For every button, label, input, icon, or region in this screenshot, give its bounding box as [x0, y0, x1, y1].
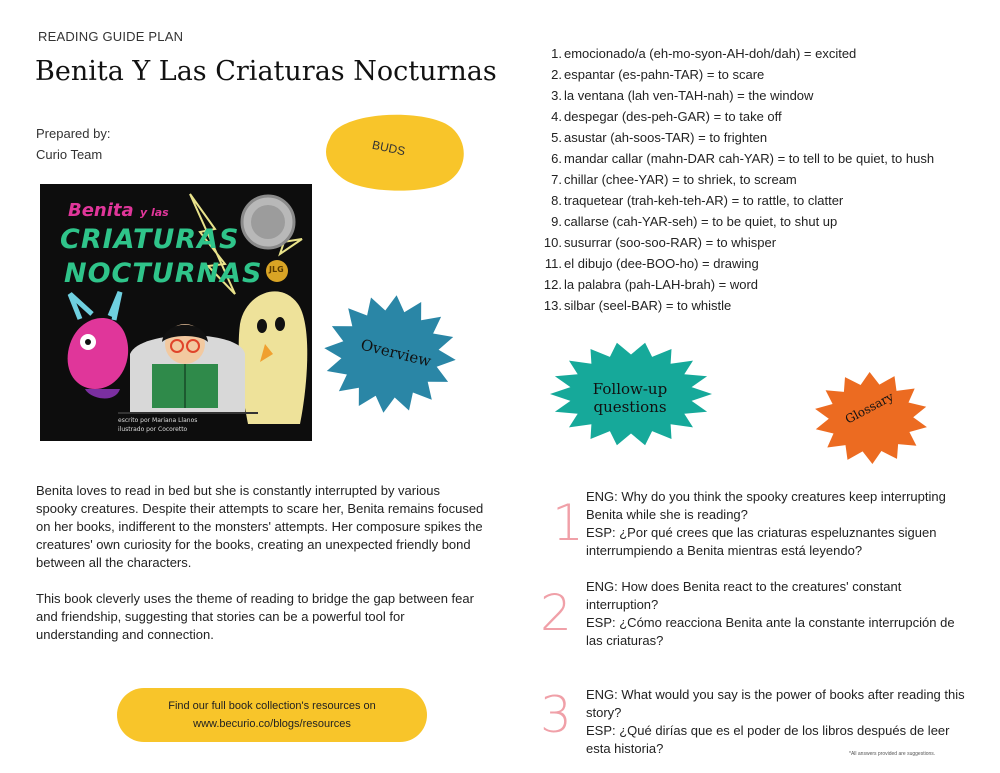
- glossary-item-text: chillar (chee-YAR) = to shriek, to scream: [564, 172, 797, 187]
- glossary-list: [540, 43, 980, 316]
- overview-paragraph-2: This book cleverly uses the theme of reading to bridge the gap between fear and friendship, suggesting that stories can be a powerful tool for understanding and connection.: [36, 591, 474, 642]
- question-3: [586, 686, 966, 758]
- question-2-eng: ENG: How does Benita react to the creatures' constant interruption?: [586, 579, 902, 612]
- question-1-esp: ESP: ¿Por qué crees que las criaturas espeluznantes siguen interrumpiendo a Benita mientras está leyendo?: [586, 525, 937, 558]
- book-cover: [40, 184, 312, 441]
- question-number-3: 3: [540, 686, 572, 744]
- question-3-eng: ENG: What would you say is the power of books after reading this story?: [586, 687, 965, 720]
- glossary-item: [540, 295, 980, 316]
- glossary-item-number: 12.: [543, 277, 562, 292]
- glossary-item-text: emocionado/a (eh-mo-syon-AH-doh/dah) = excited: [564, 46, 857, 61]
- glossary-item: [540, 43, 980, 64]
- prepared-by: [36, 123, 110, 165]
- prepared-by-team: Curio Team: [36, 147, 103, 162]
- glossary-item-number: 9.: [551, 214, 562, 229]
- glossary-item: [540, 169, 980, 190]
- glossary-item-number: 3.: [551, 88, 562, 103]
- glossary-item-text: asustar (ah-soos-TAR) = to frighten: [564, 130, 768, 145]
- cover-illustrator: ilustrado por Cocoretto: [118, 426, 188, 433]
- buds-badge: BUDS: [370, 137, 407, 159]
- glossary-item-text: la ventana (lah ven-TAH-nah) = the window: [564, 88, 814, 103]
- glossary-item: [540, 253, 980, 274]
- glossary-item-number: 10.: [543, 235, 562, 250]
- jlg-badge-label: JLG: [269, 265, 284, 274]
- glossary-item-text: el dibujo (dee-BOO-ho) = drawing: [564, 256, 759, 271]
- glossary-item-number: 1.: [551, 46, 562, 61]
- resources-link-button[interactable]: [117, 688, 427, 742]
- glossary-item-number: 11.: [544, 256, 562, 271]
- question-2: [586, 578, 966, 650]
- cover-title-benita: Benita: [68, 200, 134, 221]
- glossary-item: [540, 232, 980, 253]
- glossary-item-number: 2.: [551, 67, 562, 82]
- glossary-item: [540, 85, 980, 106]
- glossary-item: [540, 190, 980, 211]
- glossary-item-number: 8.: [551, 193, 562, 208]
- glossary-item-text: susurrar (soo-soo-RAR) = to whisper: [564, 235, 777, 250]
- glossary-item-text: espantar (es-pahn-TAR) = to scare: [564, 67, 765, 82]
- glossary-item-text: silbar (seel-BAR) = to whistle: [564, 298, 732, 313]
- followup-badge-line2: questions: [593, 398, 667, 416]
- question-number-1: 1: [552, 494, 584, 552]
- glossary-item: [540, 211, 980, 232]
- glossary-item-text: callarse (cah-YAR-seh) = to be quiet, to shut up: [564, 214, 838, 229]
- prepared-by-label: Prepared by:: [36, 126, 111, 141]
- cover-title-nocturnas: NOCTURNAS: [64, 258, 263, 289]
- glossary-item: [540, 148, 980, 169]
- header-label: READING GUIDE PLAN: [38, 29, 184, 44]
- glossary-item-number: 4.: [551, 109, 562, 124]
- glossary-item-number: 7.: [551, 172, 562, 187]
- glossary-item-number: 13.: [543, 298, 562, 313]
- resources-link-url: www.becurio.co/blogs/resources: [193, 718, 351, 730]
- glossary-item: [540, 127, 980, 148]
- glossary-item: [540, 106, 980, 127]
- cover-title-criaturas: CRIATURAS: [60, 224, 240, 255]
- glossary-item-number: 5.: [551, 130, 562, 145]
- glossary-item: [540, 274, 980, 295]
- question-number-2: 2: [540, 584, 572, 642]
- question-1-eng: ENG: Why do you think the spooky creatures keep interrupting Benita while she is reading?: [586, 489, 946, 522]
- glossary-item-number: 6.: [551, 151, 562, 166]
- question-1: [586, 488, 966, 560]
- question-3-esp: ESP: ¿Qué dirías que es el poder de los libros después de leer esta historia?: [586, 723, 950, 756]
- question-2-esp: ESP: ¿Cómo reacciona Benita ante la constante interrupción de las criaturas?: [586, 615, 955, 648]
- cover-author: escrito por Mariana Llanos: [118, 417, 198, 424]
- overview-text: [36, 482, 484, 662]
- overview-badge: Overview: [358, 335, 433, 371]
- followup-badge: [580, 380, 680, 416]
- glossary-badge: Glossary: [842, 389, 896, 427]
- glossary-item-text: traquetear (trah-keh-teh-AR) = to rattle, to clatter: [564, 193, 844, 208]
- page-title: Benita Y Las Criaturas Nocturnas: [35, 56, 497, 87]
- followup-badge-line1: Follow-up: [592, 380, 668, 398]
- glossary-item-text: despegar (des-peh-GAR) = to take off: [564, 109, 782, 124]
- resources-link-text: Find our full book collection's resources on: [168, 700, 376, 712]
- disclaimer-note: *All answers provided are suggestions.: [849, 751, 936, 757]
- overview-paragraph-1: Benita loves to read in bed but she is constantly interrupted by various spooky creatures. Despite their attempts to scare her, Benita remains focused on her books, indifferent to the monsters' attempts. Her composure spikes the creatures' own curiosity for the books, creating an unexpected friendly bond between all the characters.: [36, 483, 484, 570]
- glossary-item-text: mandar callar (mahn-DAR cah-YAR) = to tell to be quiet, to hush: [564, 151, 935, 166]
- cover-title-ylas: y las: [139, 206, 169, 219]
- glossary-starburst: [812, 370, 930, 466]
- glossary-item-text: la palabra (pah-LAH-brah) = word: [564, 277, 759, 292]
- glossary-item: [540, 64, 980, 85]
- book-cover-art: [40, 184, 312, 441]
